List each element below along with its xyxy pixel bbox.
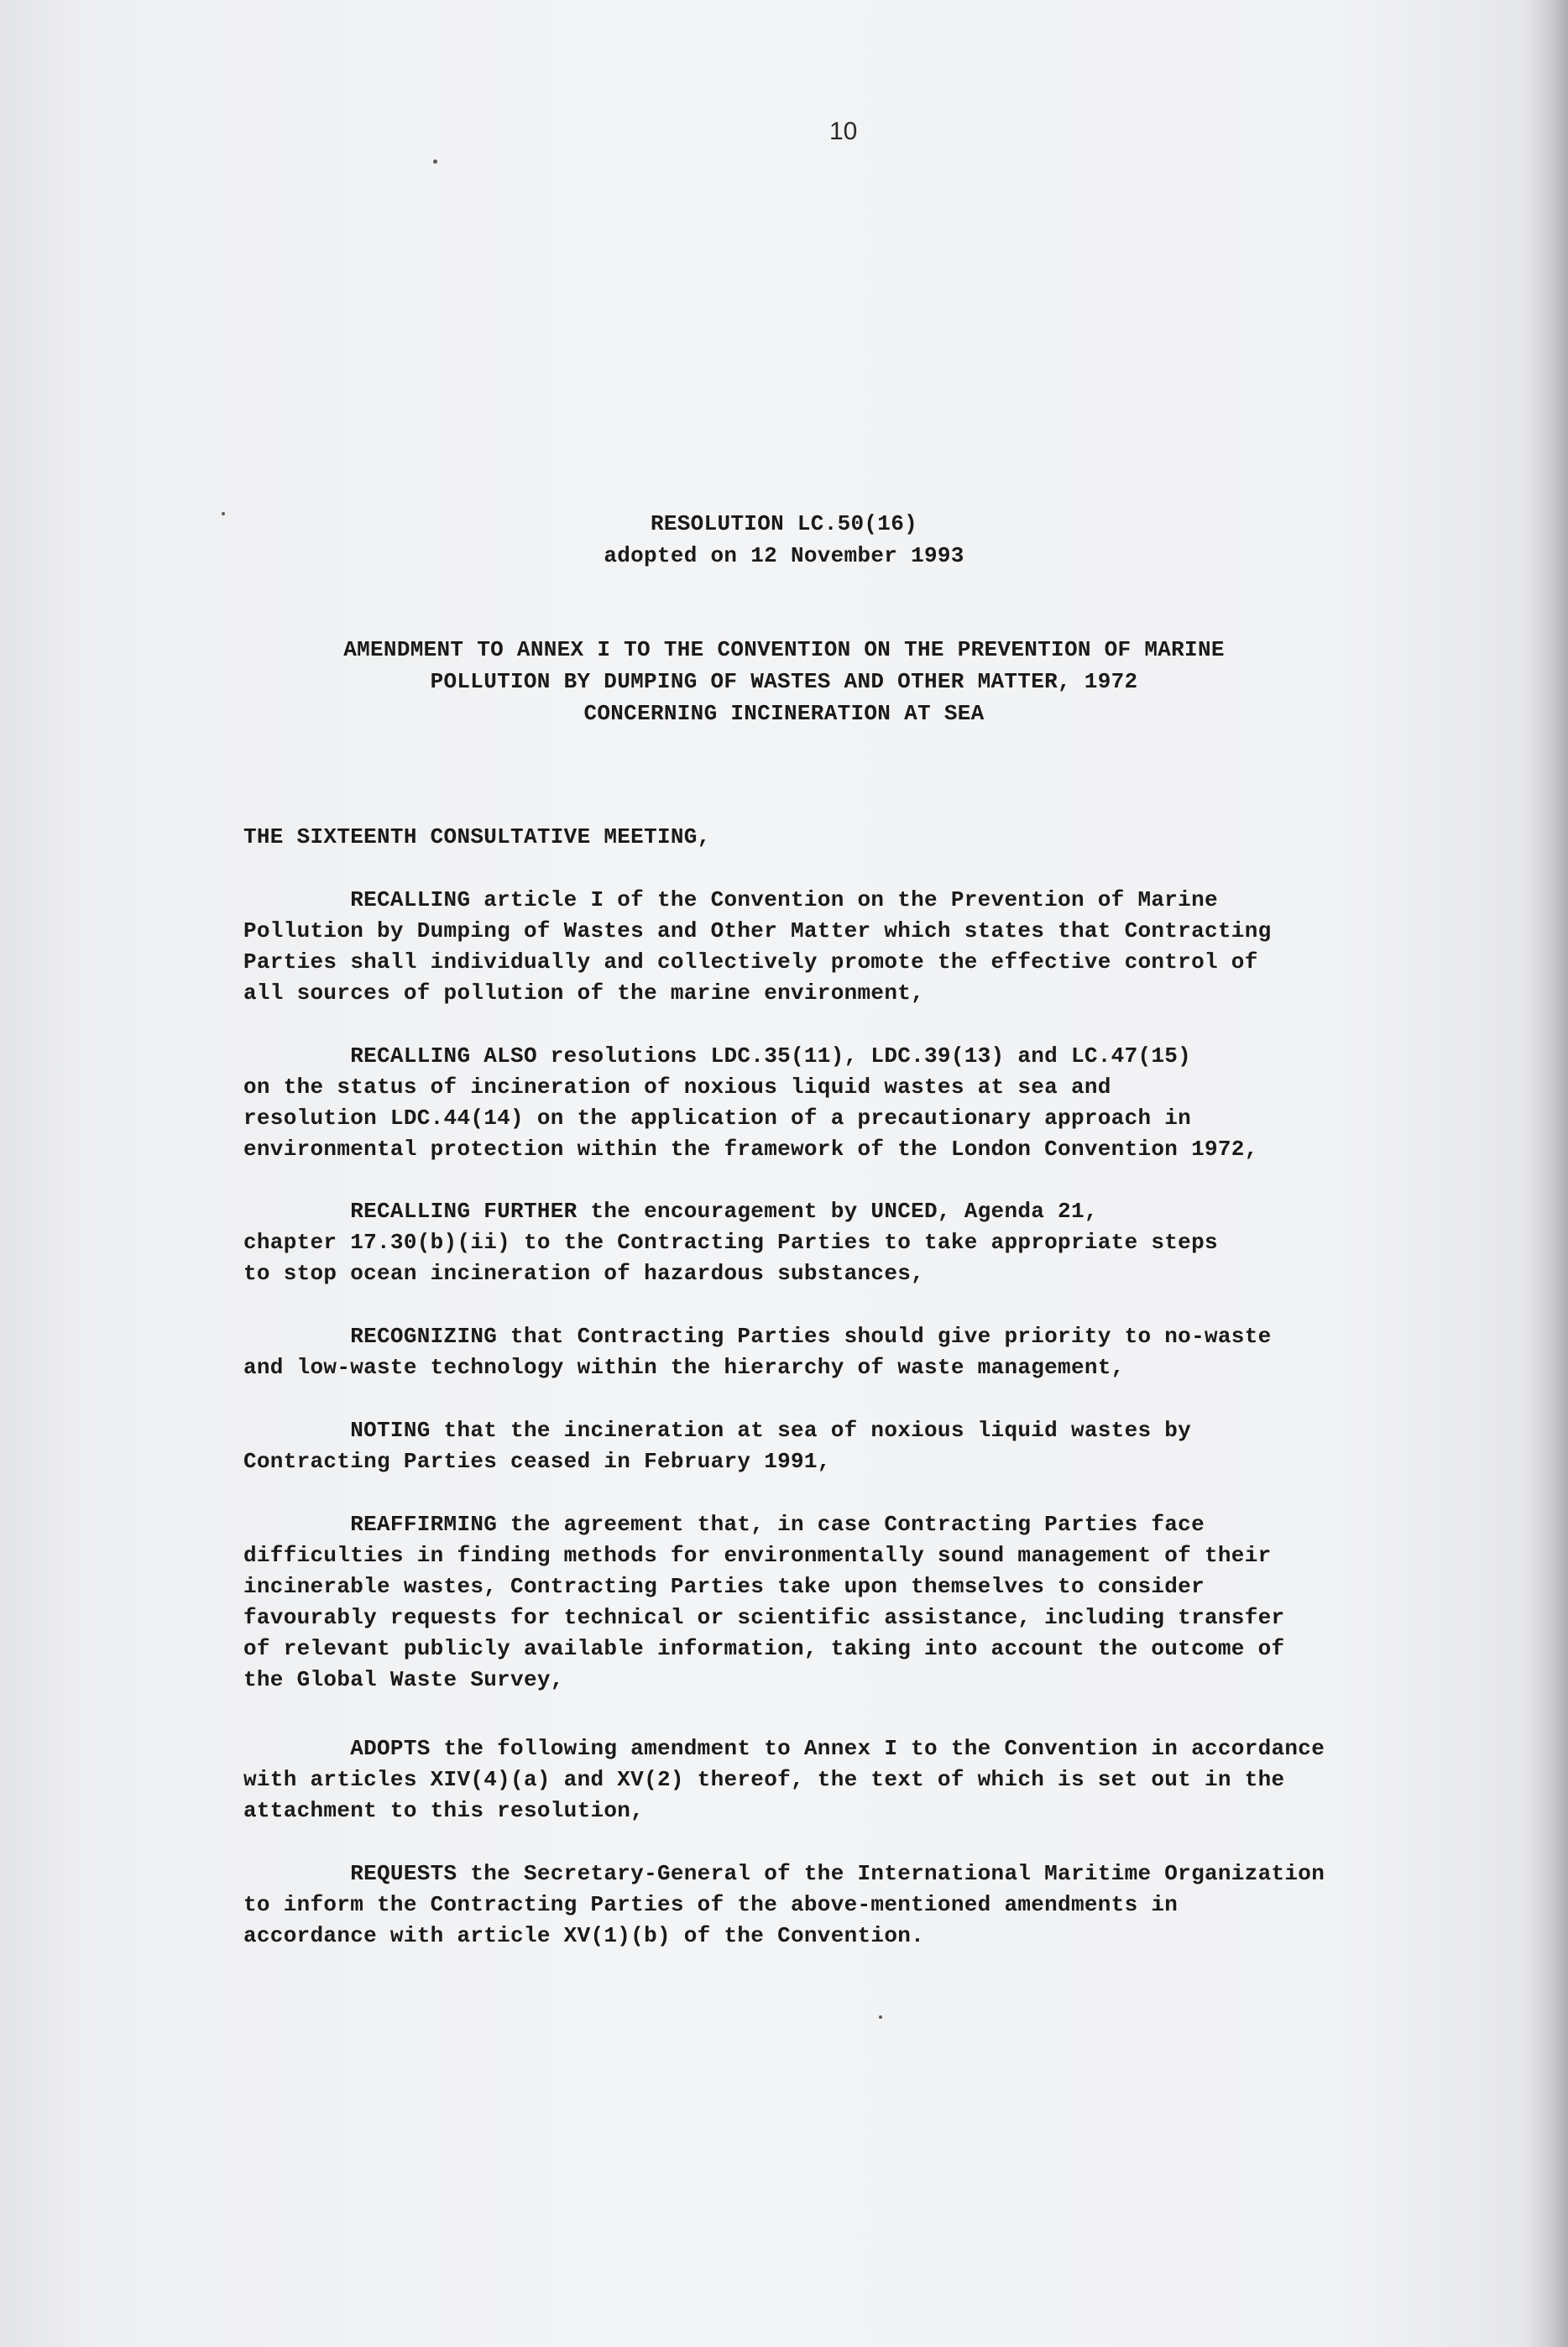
resolution-id: RESOLUTION LC.50(16) bbox=[650, 511, 918, 536]
paragraph-noting: NOTING that the incineration at sea of noxious liquid wastes by Contracting Parties ceased in February 1991, bbox=[243, 1418, 1192, 1474]
paragraph-requests: REQUESTS the Secretary-General of the International Maritime Organization to inform the Contracting Parties of the above-mentioned amendments in accordance with article XV(1)(b) of the Convention. bbox=[243, 1861, 1325, 1948]
page-edge-shadow bbox=[1529, 0, 1568, 2347]
page-number: 10 bbox=[829, 118, 858, 145]
paper-speck bbox=[433, 159, 437, 164]
paper-speck bbox=[879, 2015, 882, 2019]
title-line-3: CONCERNING INCINERATION AT SEA bbox=[583, 701, 985, 726]
title-line-1: AMENDMENT TO ANNEX I TO THE CONVENTION ON THE PREVENTION OF MARINE bbox=[343, 637, 1225, 662]
title-line-2: POLLUTION BY DUMPING OF WASTES AND OTHER MATTER, 1972 bbox=[430, 669, 1138, 694]
paragraph-recalling-also: RECALLING ALSO resolutions LDC.35(11), LDC.39(13) and LC.47(15) on the status of incineration of noxious liquid wastes at sea and resolution LDC.44(14) on the application of a precautionary approach in environmental protection within the framework of the London Convention 1972, bbox=[243, 1043, 1258, 1162]
paragraph-recalling: RECALLING article I of the Convention on the Prevention of Marine Pollution by Dumping of Wastes and Other Matter which states that Contracting Parties shall individually and collectively promote the effective control of all sources of pollution of the marine environment, bbox=[243, 887, 1272, 1006]
paragraph-reaffirming: REAFFIRMING the agreement that, in case Contracting Parties face difficulties in finding methods for environmentally sound management of their incinerable wastes, Contracting Parties take upon themselves to consider favourably requests for technical or scientific assistance, including transfer of relevant publicly available information, taking into account the outcome of the Global Waste Survey, bbox=[243, 1512, 1285, 1692]
paragraph-adopts: ADOPTS the following amendment to Annex I to the Convention in accordance with articles XIV(4)(a) and XV(2) thereof, the text of which is set out in the attachment to this resolution, bbox=[243, 1736, 1325, 1823]
preamble: THE SIXTEENTH CONSULTATIVE MEETING, bbox=[243, 824, 711, 849]
adopted-date: adopted on 12 November 1993 bbox=[604, 543, 964, 568]
paragraph-recognizing: RECOGNIZING that Contracting Parties should give priority to no-waste and low-waste technology within the hierarchy of waste management, bbox=[243, 1324, 1272, 1380]
paragraph-recalling-further: RECALLING FURTHER the encouragement by UNCED, Agenda 21, chapter 17.30(b)(ii) to the Contracting Parties to take appropriate steps to stop ocean incineration of hazardous substances, bbox=[243, 1199, 1218, 1286]
